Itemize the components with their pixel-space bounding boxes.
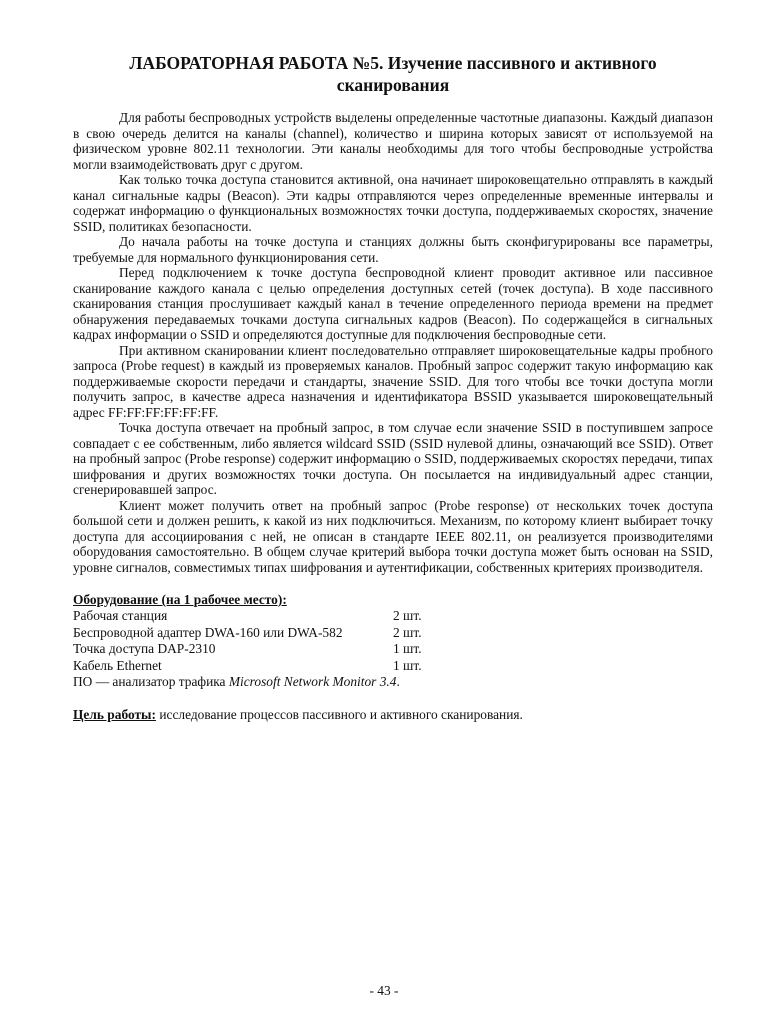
equipment-item-name: Кабель Ethernet	[73, 657, 162, 673]
equipment-item	[73, 625, 713, 641]
paragraph-7: Клиент может получить ответ на пробный запрос (Probe response) от нескольких точек доступа большой сети и должен решить, к какой из них подключиться. Механизм, по которому клиент выбирает точку доступа для ассоциирования с ней, не описан в стандарте IEEE 802.11, он реализуется производителями оборудования самостоятельно. В общем случае критерий выбора точки доступа может быть основан на SSID, уровне сигналов, совместимых типах шифрования и аутентификации, собственных критериях производителя.	[73, 497, 713, 575]
equipment-item	[73, 641, 713, 657]
equipment-item	[73, 658, 713, 674]
equipment-item-qty: 2 шт.	[393, 624, 422, 640]
equipment-item-name: Беспроводной адаптер DWA-160 или DWA-582	[73, 624, 343, 640]
paragraph-4: Перед подключением к точке доступа беспроводной клиент проводит активное или пассивное сканирование каждого канала с целью определения доступных сетей (точек доступа). В ходе пассивного сканирования станция прослушивает каждый канал в течение определенного периода времени на предмет обнаружения передаваемых точками доступа сигнальных кадров (Beacon). По содержащейся в сигнальных кадрах информации о SSID и определяются доступные для подключения беспроводные сети.	[73, 265, 713, 342]
equipment-heading: Оборудование (на 1 рабочее место):	[73, 592, 287, 607]
equipment-item-qty: 2 шт.	[393, 608, 422, 624]
paragraph-3: До начала работы на точке доступа и станциях должны быть сконфигурированы все параметры, требуемые для нормального функционирования сети.	[73, 234, 713, 265]
page-title: ЛАБОРАТОРНАЯ РАБОТА №5. Изучение пассивного и активного сканирования	[129, 53, 657, 95]
equipment-item-name: Точка доступа DAP-2310	[73, 641, 216, 657]
paragraph-5: При активном сканировании клиент последовательно отправляет широковещательные кадры пробного запроса (Probe request) в каждый из проверяемых каналов. Пробный запрос содержит такую информацию как поддерживаемые скорости передачи и стандарты, значение SSID. Для того чтобы все точки доступа могли получить запрос, в качестве адреса назначения и идентификатора BSSID указывается широковещательный адрес FF:FF:FF:FF:FF:FF.	[73, 342, 713, 420]
goal-text: исследование процессов пассивного и активного сканирования.	[155, 707, 523, 723]
document-page	[73, 52, 713, 723]
equipment-item-name: Рабочая станция	[73, 608, 168, 624]
equipment-item	[73, 608, 713, 624]
paragraph-1: Для работы беспроводных устройств выделены определенные частотные диапазоны. Каждый диапазон в свою очередь делится на каналы (channel), количество и ширина которых зависят от используемой на физическом уровне 802.11 технологии. Эти каналы необходимы для того чтобы беспроводные устройства могли взаимодействовать друг с другом.	[73, 110, 713, 172]
goal-label: Цель работы:	[73, 707, 156, 723]
equipment-section	[73, 592, 713, 690]
body-text	[73, 110, 713, 575]
equipment-item-qty: 1 шт.	[393, 657, 422, 673]
page-number: - 43 -	[369, 983, 399, 998]
paragraph-2: Как только точка доступа становится активной, она начинает широковещательно отправлять в каждый канал сигнальные кадры (Beacon). Эти кадры отправляются через определенные временные интервалы и содержат информацию о функциональных возможностях точки доступа, поддерживаемых скоростях, значение SSID, политиках безопасности.	[73, 172, 713, 234]
software-suffix: .	[396, 674, 400, 690]
software-line	[73, 674, 713, 690]
software-prefix: ПО — анализатор трафика	[73, 674, 229, 690]
paragraph-6: Точка доступа отвечает на пробный запрос, в том случае если значение SSID в поступившем запросе совпадает с ее собственным, либо является wildcard SSID (SSID нулевой длины, означающий все SSID). Ответ на пробный запрос (Probe response) содержит информацию о SSID, поддерживаемых скоростях передачи, типах шифрования и других возможностях точки доступа. Он посылается на индивидуальный адрес станции, сгенерировавшей запрос.	[73, 420, 713, 497]
equipment-item-qty: 1 шт.	[393, 641, 422, 657]
software-name: Microsoft Network Monitor 3.4	[228, 674, 397, 690]
goal-section	[73, 707, 713, 723]
